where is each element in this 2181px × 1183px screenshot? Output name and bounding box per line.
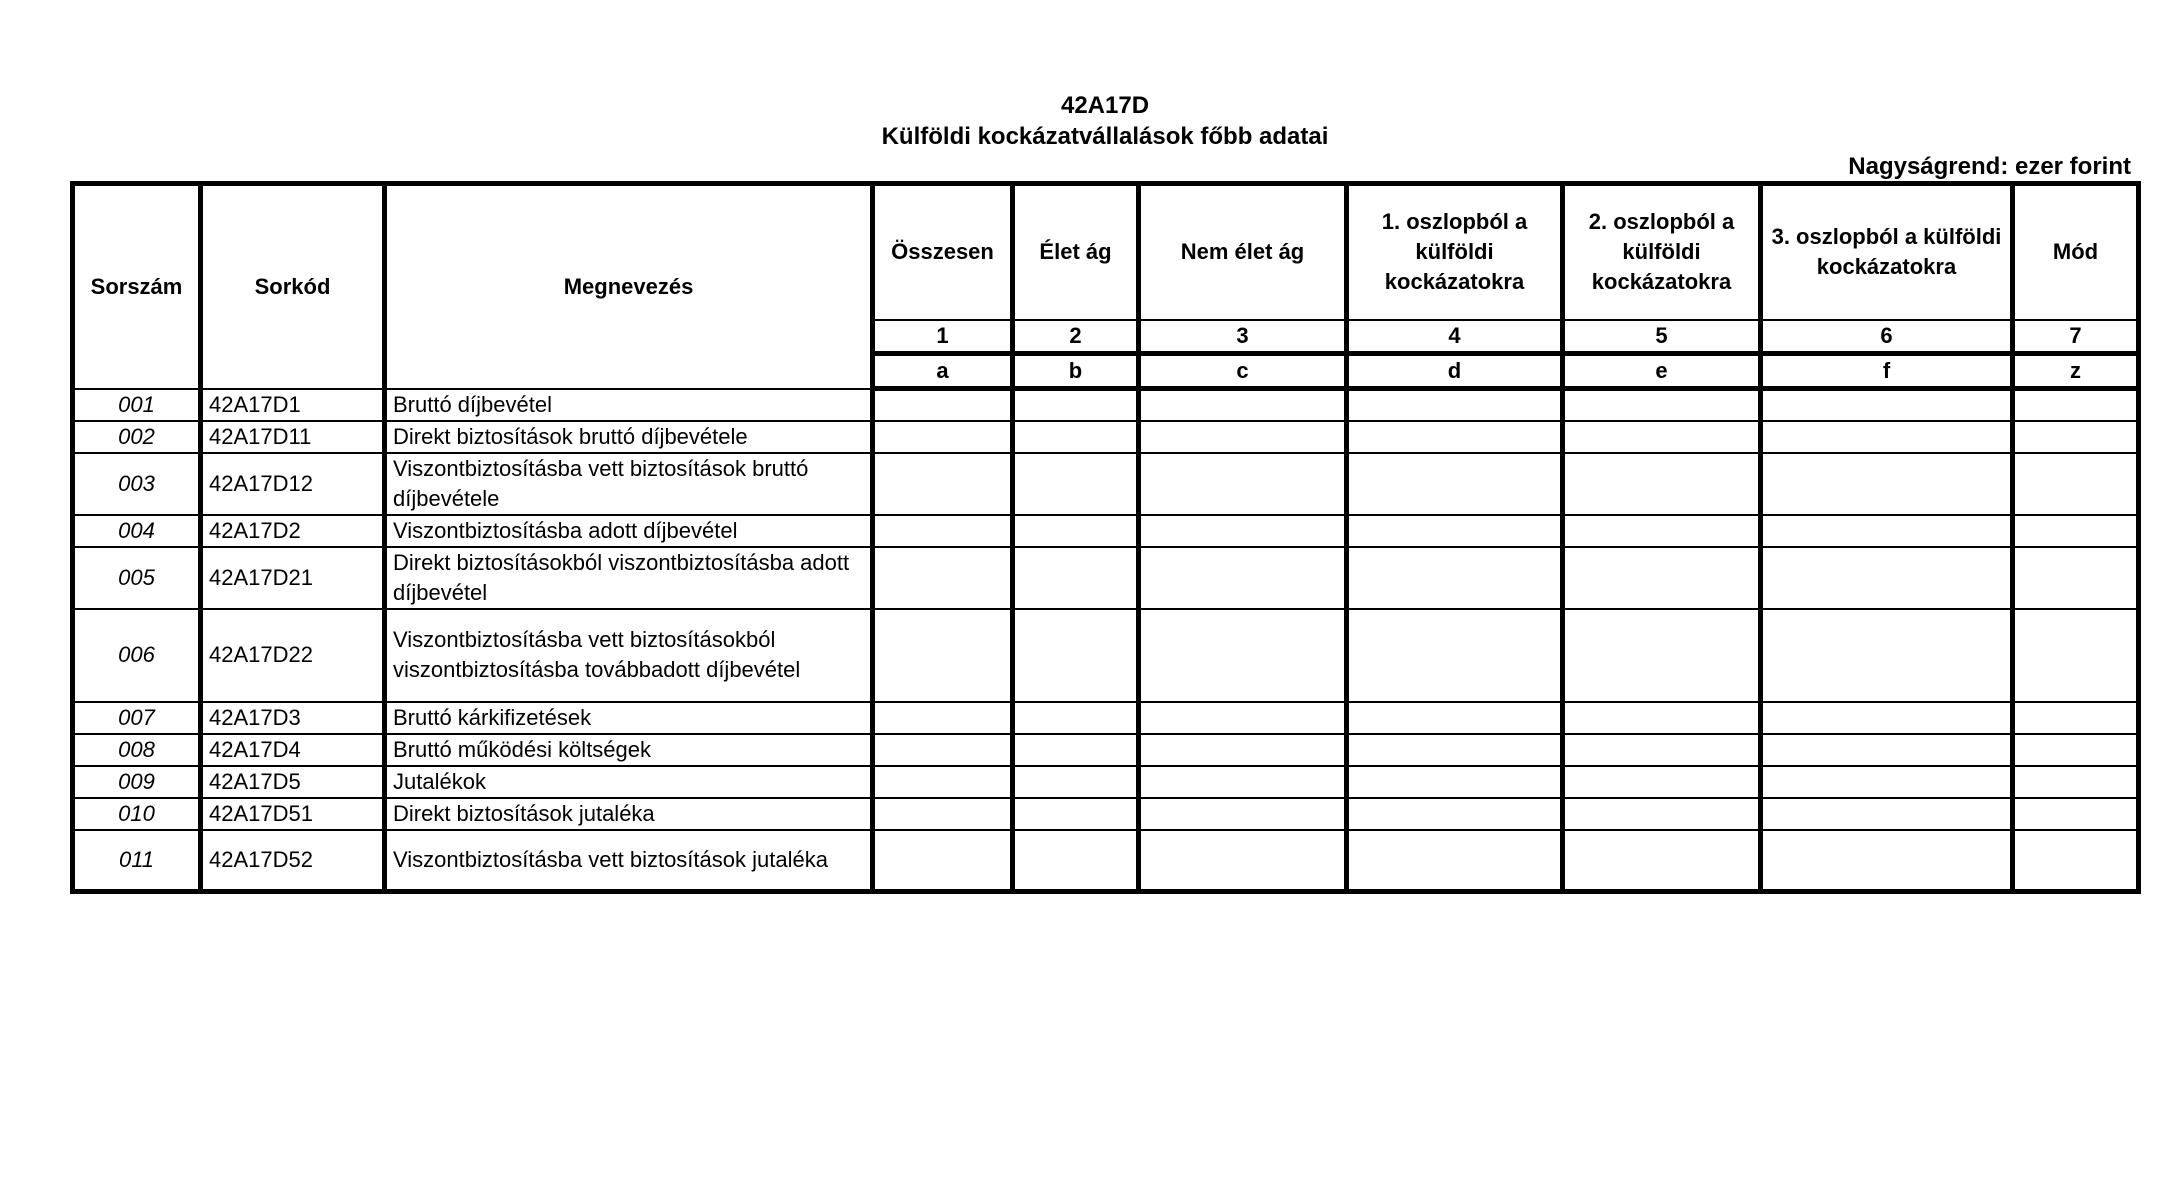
data-cell[interactable] [1761, 547, 2013, 609]
row-code: 42A17D5 [201, 766, 385, 798]
row-code: 42A17D21 [201, 547, 385, 609]
data-cell[interactable] [1139, 515, 1347, 547]
header-sorkod: Sorkód [201, 184, 385, 389]
header-col-7: Mód [2013, 184, 2139, 320]
data-cell[interactable] [873, 609, 1013, 702]
data-cell[interactable] [1347, 547, 1563, 609]
data-cell[interactable] [873, 734, 1013, 766]
data-cell[interactable] [873, 702, 1013, 734]
data-cell[interactable] [1761, 515, 2013, 547]
data-cell[interactable] [1013, 515, 1139, 547]
row-name: Viszontbiztosításba vett biztosításokból viszontbiztosításba továbbadott díjbevétel [385, 609, 873, 702]
row-code: 42A17D4 [201, 734, 385, 766]
data-cell[interactable] [2013, 515, 2139, 547]
col-number: 7 [2013, 320, 2139, 354]
data-cell[interactable] [1563, 734, 1761, 766]
data-cell[interactable] [1139, 421, 1347, 453]
data-cell[interactable] [2013, 421, 2139, 453]
col-number: 1 [873, 320, 1013, 354]
table-row [73, 798, 2139, 830]
header-col-3: Nem élet ág [1139, 184, 1347, 320]
data-cell[interactable] [1563, 421, 1761, 453]
data-cell[interactable] [1013, 830, 1139, 892]
row-name: Viszontbiztosításba adott díjbevétel [385, 515, 873, 547]
row-name: Bruttó működési költségek [385, 734, 873, 766]
data-cell[interactable] [1139, 547, 1347, 609]
row-name: Viszontbiztosításba vett biztosítások bruttó díjbevétele [385, 453, 873, 515]
data-cell[interactable] [2013, 830, 2139, 892]
data-cell[interactable] [1761, 734, 2013, 766]
data-cell[interactable] [1347, 421, 1563, 453]
data-cell[interactable] [1761, 421, 2013, 453]
data-cell[interactable] [2013, 547, 2139, 609]
report-code: 42A17D [1060, 92, 1150, 119]
data-cell[interactable] [1761, 798, 2013, 830]
row-number: 001 [73, 389, 201, 421]
data-cell[interactable] [2013, 766, 2139, 798]
data-cell[interactable] [873, 389, 1013, 421]
table-row [73, 766, 2139, 798]
data-cell[interactable] [873, 547, 1013, 609]
data-cell[interactable] [1347, 798, 1563, 830]
row-name: Bruttó kárkifizetések [385, 702, 873, 734]
col-letter: z [2013, 354, 2139, 389]
header-col-2: Élet ág [1013, 184, 1139, 320]
data-cell[interactable] [1761, 830, 2013, 892]
data-cell[interactable] [1347, 389, 1563, 421]
data-cell[interactable] [1139, 702, 1347, 734]
data-cell[interactable] [1139, 609, 1347, 702]
data-cell[interactable] [2013, 702, 2139, 734]
row-name: Direkt biztosítások bruttó díjbevétele [385, 421, 873, 453]
data-cell[interactable] [873, 515, 1013, 547]
header-row-labels [73, 184, 2139, 320]
header-col-5: 2. oszlopból a külföldi kockázatokra [1563, 184, 1761, 320]
data-cell[interactable] [1563, 830, 1761, 892]
data-cell[interactable] [1761, 389, 2013, 421]
data-cell[interactable] [873, 453, 1013, 515]
table-row [73, 453, 2139, 515]
table-row [73, 702, 2139, 734]
data-cell[interactable] [2013, 798, 2139, 830]
data-cell[interactable] [1347, 515, 1563, 547]
row-number: 004 [73, 515, 201, 547]
table-row [73, 547, 2139, 609]
data-cell[interactable] [1013, 798, 1139, 830]
row-number: 002 [73, 421, 201, 453]
col-letter: d [1347, 354, 1563, 389]
row-code: 42A17D3 [201, 702, 385, 734]
data-cell[interactable] [1563, 389, 1761, 421]
data-cell[interactable] [1347, 702, 1563, 734]
data-cell[interactable] [1347, 830, 1563, 892]
data-cell[interactable] [1013, 421, 1139, 453]
data-cell[interactable] [1563, 798, 1761, 830]
col-letter: e [1563, 354, 1761, 389]
data-cell[interactable] [873, 798, 1013, 830]
row-code: 42A17D12 [201, 453, 385, 515]
data-cell[interactable] [1139, 830, 1347, 892]
data-cell[interactable] [1563, 515, 1761, 547]
header-col-6: 3. oszlopból a külföldi kockázatokra [1761, 184, 2013, 320]
col-number: 6 [1761, 320, 2013, 354]
col-letter: b [1013, 354, 1139, 389]
table-row [73, 389, 2139, 421]
col-number: 2 [1013, 320, 1139, 354]
data-cell[interactable] [1563, 702, 1761, 734]
data-cell[interactable] [1563, 453, 1761, 515]
row-name: Jutalékok [385, 766, 873, 798]
data-cell[interactable] [1013, 766, 1139, 798]
data-cell[interactable] [1139, 798, 1347, 830]
row-name: Direkt biztosításokból viszontbiztosításba adott díjbevétel [385, 547, 873, 609]
data-cell[interactable] [2013, 453, 2139, 515]
data-cell[interactable] [1013, 389, 1139, 421]
table-row [73, 734, 2139, 766]
row-number: 008 [73, 734, 201, 766]
col-number: 5 [1563, 320, 1761, 354]
row-code: 42A17D52 [201, 830, 385, 892]
header-col-1: Összesen [873, 184, 1013, 320]
unit-label: Nagyságrend: ezer forint [1848, 153, 2131, 180]
header-megnevezes: Megnevezés [385, 184, 873, 389]
col-number: 3 [1139, 320, 1347, 354]
row-code: 42A17D2 [201, 515, 385, 547]
data-cell[interactable] [2013, 734, 2139, 766]
report-title: Külföldi kockázatvállalások főbb adatai [881, 123, 1329, 150]
data-cell[interactable] [2013, 389, 2139, 421]
col-letter: f [1761, 354, 2013, 389]
data-cell[interactable] [1563, 547, 1761, 609]
row-name: Direkt biztosítások jutaléka [385, 798, 873, 830]
data-cell[interactable] [1139, 766, 1347, 798]
data-cell[interactable] [1347, 734, 1563, 766]
row-number: 011 [73, 830, 201, 892]
data-cell[interactable] [1013, 702, 1139, 734]
row-code: 42A17D1 [201, 389, 385, 421]
data-cell[interactable] [873, 766, 1013, 798]
row-number: 006 [73, 609, 201, 702]
data-cell[interactable] [1761, 702, 2013, 734]
data-cell[interactable] [1347, 766, 1563, 798]
data-cell[interactable] [1139, 453, 1347, 515]
data-cell[interactable] [1139, 734, 1347, 766]
data-table [70, 181, 2141, 894]
row-code: 42A17D51 [201, 798, 385, 830]
data-cell[interactable] [1013, 453, 1139, 515]
data-cell[interactable] [1563, 609, 1761, 702]
row-number: 010 [73, 798, 201, 830]
data-cell[interactable] [1761, 453, 2013, 515]
data-cell[interactable] [1013, 547, 1139, 609]
table-row [73, 609, 2139, 702]
data-cell[interactable] [1563, 766, 1761, 798]
data-cell[interactable] [873, 421, 1013, 453]
data-cell[interactable] [1013, 609, 1139, 702]
table-row [73, 421, 2139, 453]
row-number: 005 [73, 547, 201, 609]
row-name: Bruttó díjbevétel [385, 389, 873, 421]
data-cell[interactable] [1347, 609, 1563, 702]
row-number: 009 [73, 766, 201, 798]
col-letter: c [1139, 354, 1347, 389]
row-code: 42A17D22 [201, 609, 385, 702]
data-cell[interactable] [1347, 453, 1563, 515]
row-code: 42A17D11 [201, 421, 385, 453]
table-row [73, 830, 2139, 892]
header-col-4: 1. oszlopból a külföldi kockázatokra [1347, 184, 1563, 320]
col-number: 4 [1347, 320, 1563, 354]
data-cell[interactable] [1139, 389, 1347, 421]
row-number: 003 [73, 453, 201, 515]
report-title-block [0, 90, 2181, 152]
table-row [73, 515, 2139, 547]
data-cell[interactable] [2013, 609, 2139, 702]
data-cell[interactable] [873, 830, 1013, 892]
data-cell[interactable] [1761, 766, 2013, 798]
header-sorszam: Sorszám [73, 184, 201, 389]
row-name: Viszontbiztosításba vett biztosítások jutaléka [385, 830, 873, 892]
data-cell[interactable] [1013, 734, 1139, 766]
col-letter: a [873, 354, 1013, 389]
data-cell[interactable] [1761, 609, 2013, 702]
row-number: 007 [73, 702, 201, 734]
